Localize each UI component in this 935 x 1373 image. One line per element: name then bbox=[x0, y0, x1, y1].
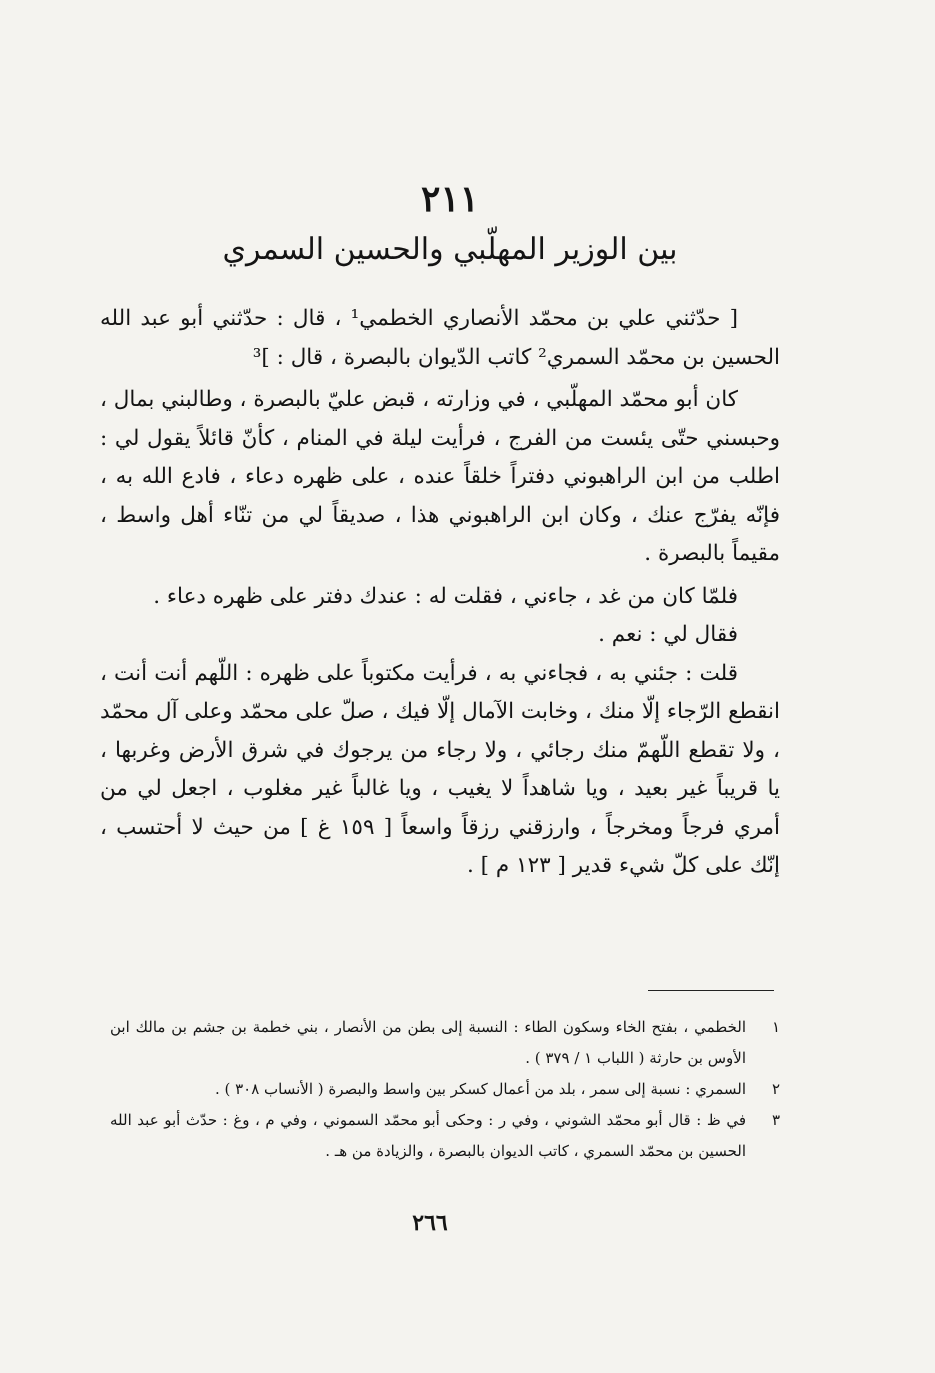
footnote-item bbox=[110, 1012, 780, 1074]
paragraph-isnad: [ حدّثني علي بن محمّد الأنصاري الخطمي¹ ، قال : حدّثني أبو عبد الله الحسين بن محمّد السمري² كاتب الدّيوان بالبصرة ، قال : ]³ bbox=[100, 306, 780, 370]
footnote-item bbox=[110, 1105, 780, 1167]
footnote-text: في ظ : قال أبو محمّد الشوني ، وفي ر : وحكى أبو محمّد السموني ، وفي م ، وغ : حدّث أبو عبد الله الحسين بن محمّد السمري ، كاتب الديوان بالبصرة ، والزيادة من هـ . bbox=[110, 1111, 746, 1160]
footnote-text: السمري : نسبة إلى سمر ، بلد من أعمال كسكر بين واسط والبصرة ( الأنساب ٣٠٨ ) . bbox=[214, 1080, 746, 1098]
footnote-number: ٣ bbox=[771, 1111, 780, 1129]
paragraph-reply: فقال لي : نعم . bbox=[598, 622, 738, 647]
paragraph-next-day: فلمّا كان من غد ، جاءني ، فقلت له : عندك دفتر على ظهره دعاء . bbox=[153, 583, 738, 609]
footnote-number: ٢ bbox=[771, 1080, 780, 1098]
footnote-text: الخطمي ، بفتح الخاء وسكون الطاء : النسبة إلى بطن من الأنصار ، بني خطمة بن جشم بن مالك ابن الأوس بن حارثة ( اللباب ١ / ٣٧٩ ) . bbox=[110, 1018, 746, 1067]
body-text bbox=[100, 300, 780, 886]
footnote-number: ١ bbox=[771, 1018, 780, 1036]
footnote-divider bbox=[648, 990, 774, 991]
page-number: ٢٦٦ bbox=[412, 1210, 448, 1236]
paragraph-story: كان أبو محمّد المهلّبي ، في وزارته ، قبض عليّ بالبصرة ، وطالبني بمال ، وحبسني حتّى يئست من الفرج ، فرأيت ليلة في المنام ، كأنّ قائلاً يقول لي : اطلب من ابن الراهبوني دفتراً خلقاً عنده ، على ظهره دعاء ، فادع الله به ، فإنّه يفرّج عنك ، وكان ابن الراهبوني هذا ، صديقاً لي من تنّاء أهل واسط ، مقيماً بالبصرة . bbox=[100, 387, 780, 566]
paragraph-prayer: قلت : جئني به ، فجاءني به ، فرأيت مكتوباً على ظهره : اللّهم أنت أنت ، انقطع الرّجاء إلّا منك ، وخابت الآمال إلّا فيك ، صلّ على محمّد وعلى آل محمّد ، ولا تقطع اللّهمّ منك رجائي ، ولا رجاء من يرجوك في شرق الأرض وغربها ، يا قريباً غير بعيد ، ويا شاهداً لا يغيب ، ويا غالباً غير مغلوب ، اجعل لي من أمري فرجاً ومخرجاً ، وارزقني رزقاً واسعاً [ ١٥٩ غ ] من حيث لا أحتسب ، إنّك على كلّ شيء قدير [ ١٢٣ م ] . bbox=[100, 660, 780, 878]
footnotes bbox=[110, 1012, 780, 1167]
section-title: بين الوزير المهلّبي والحسين السمري bbox=[222, 232, 678, 267]
footnote-item bbox=[110, 1074, 780, 1105]
section-number: ٢١١ bbox=[420, 178, 479, 220]
